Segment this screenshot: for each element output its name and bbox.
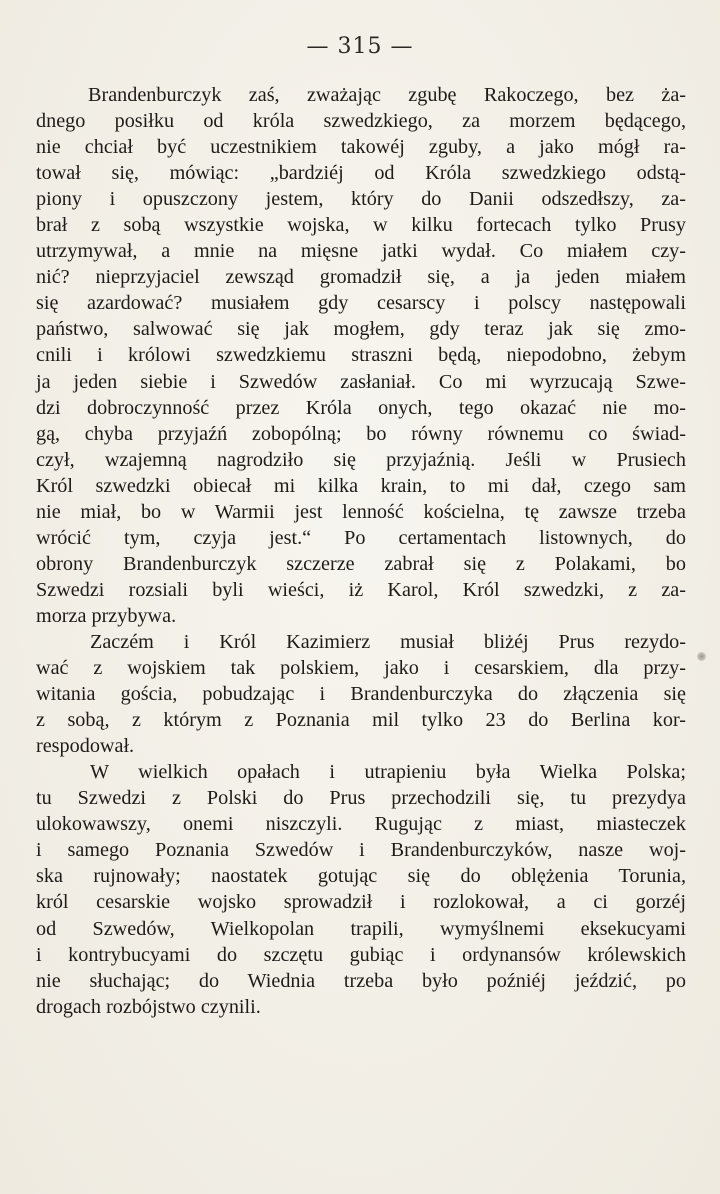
text-line: obrony Brandenburczyk szczerze zabrał się z Polakami, bo <box>36 552 686 575</box>
text-line: król cesarskie wojsko sprowadził i rozlokował, a ci gorzéj <box>36 891 686 914</box>
text-line: brał z sobą wszystkie wojska, w kilku fortecach tylko Prusy <box>36 214 686 237</box>
paper-stain <box>697 652 706 661</box>
text-line: ja jeden siebie i Szwedów zasłaniał. Co mi wyrzucają Szwe- <box>36 370 686 393</box>
text-line: respodował. <box>36 735 135 758</box>
text-line: morza przybywa. <box>36 604 177 627</box>
text-line: utrzymywał, a mnie na mięsne jatki wydał. Co miałem czy- <box>36 240 686 263</box>
text-line: witania gościa, pobudzając i Brandenburczyka do złączenia się <box>36 683 686 706</box>
text-line: nie słuchając; do Wiednia trzeba było poźniéj jeździć, po <box>36 969 686 992</box>
page-number-header: — 315 — <box>306 34 414 59</box>
paragraph-1 <box>36 82 686 629</box>
text-line: gą, chyba przyjaźń zobopólną; bo równy równemu co świad- <box>36 422 686 445</box>
text-line: W wielkich opałach i utrapieniu była Wielka Polska; <box>90 761 686 784</box>
text-line: nie miał, bo w Warmii jest lenność kościelna, tę zawsze trzeba <box>36 500 686 523</box>
paragraph-2 <box>36 629 686 759</box>
text-line: Król szwedzki obiecał mi kilka krain, to mi dał, czego sam <box>36 474 686 497</box>
text-line: Brandenburczyk zaś, zważając zgubę Rakoczego, bez ża- <box>88 84 686 106</box>
text-line: tował się, mówiąc: „bardziéj od Króla szwedzkiego odstą- <box>36 162 686 185</box>
text-line: piony i opuszczony jestem, który do Danii odszedłszy, za- <box>36 188 686 211</box>
text-line: drogach rozbójstwo czynili. <box>36 995 261 1018</box>
text-line: cnili i królowi szwedzkiemu straszni będą, niepodobno, żebym <box>36 344 686 367</box>
text-line: Szwedzi rozsiali byli wieści, iż Karol, Król szwedzki, z za- <box>36 578 686 601</box>
text-line: ska rujnowały; naostatek gotując się do oblężenia Torunia, <box>36 865 686 888</box>
text-line: i samego Poznania Szwedów i Brandenburczyków, nasze woj- <box>36 839 686 862</box>
text-line: dzi dobroczynność przez Króla onych, tego okazać nie mo- <box>36 396 686 419</box>
text-line: wać z wojskiem tak polskiem, jako i cesarskiem, dla przy- <box>36 657 686 680</box>
text-line: dnego posiłku od króla szwedzkiego, za morzem będącego, <box>36 110 686 133</box>
text-line: się azardować? musiałem gdy cesarscy i polscy następowali <box>36 292 686 315</box>
text-line: od Szwedów, Wielkopolan trapili, wymyślnemi eksekucyami <box>36 917 686 940</box>
body-text <box>36 82 686 1020</box>
text-line: państwo, salwować się jak mogłem, gdy teraz jak się zmo- <box>36 318 686 341</box>
text-line: ulokowawszy, onemi niszczyli. Rugując z miast, miasteczek <box>36 813 686 836</box>
text-line: z sobą, z którym z Poznania mil tylko 23 do Berlina kor- <box>36 709 686 732</box>
text-line: czył, wzajemną nagrodziło się przyjaźnią. Jeśli w Prusiech <box>36 448 686 471</box>
text-line: tu Szwedzi z Polski do Prus przechodzili się, tu prezydya <box>36 787 686 810</box>
text-line: Zaczém i Król Kazimierz musiał bliżéj Prus rezydo- <box>90 630 686 653</box>
text-line: nie chciał być uczestnikiem takowéj zguby, a jako mógł ra- <box>36 136 686 159</box>
text-line: i kontrybucyami do szczętu gubiąc i ordynansów królewskich <box>36 943 686 966</box>
paragraph-3 <box>36 759 686 1019</box>
text-line: wrócić tym, czyja jest.“ Po certamentach listownych, do <box>36 526 686 549</box>
text-line: nić? nieprzyjaciel zewsząd gromadził się, a ja jeden miałem <box>36 266 686 289</box>
